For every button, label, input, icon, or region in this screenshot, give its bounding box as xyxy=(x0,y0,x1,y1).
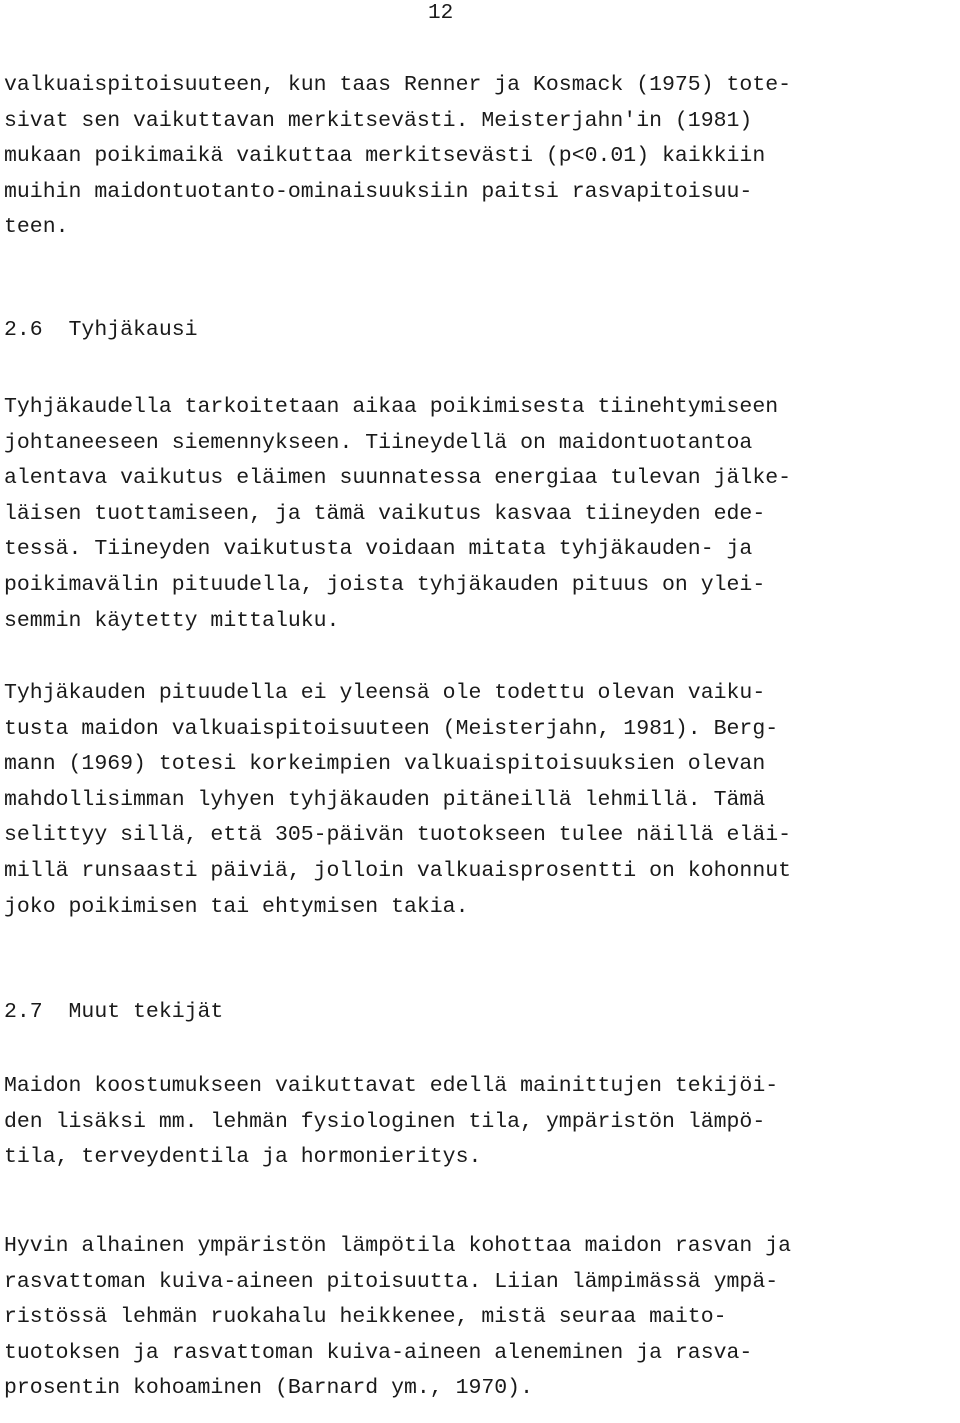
text-line: prosentin kohoaminen (Barnard ym., 1970). xyxy=(4,1376,533,1401)
text-line: ristössä lehmän ruokahalu heikkenee, mistä seuraa maito- xyxy=(4,1305,727,1330)
text-line: rasvattoman kuiva-aineen pitoisuutta. Liian lämpimässä ympä- xyxy=(4,1269,779,1294)
text-line: tila, terveydentila ja hormonieritys. xyxy=(4,1145,482,1170)
text-line: semmin käytetty mittaluku. xyxy=(4,608,340,633)
text-line: selittyy sillä, että 305-päivän tuotokseen tulee näillä eläi- xyxy=(4,823,792,848)
text-line: joko poikimisen tai ehtymisen takia. xyxy=(4,894,469,919)
text-line: Tyhjäkaudella tarkoitetaan aikaa poikimisesta tiinehtymiseen xyxy=(4,395,779,419)
text-line: tessä. Tiineyden vaikutusta voidaan mitata tyhjäkauden- ja xyxy=(4,537,753,562)
text-line: läisen tuottamiseen, ja tämä vaikutus kasvaa tiineyden ede- xyxy=(4,501,766,526)
text-line: millä runsaasti päiviä, jolloin valkuaisprosentti on kohonnut xyxy=(4,858,792,883)
text-line: mann (1969) totesi korkeimpien valkuaispitoisuuksien olevan xyxy=(4,752,766,777)
text-line: johtaneeseen siemennykseen. Tiineydellä on maidontuotantoa xyxy=(4,430,753,455)
page-number: 12 xyxy=(428,2,454,25)
text-line: Maidon koostumukseen vaikuttavat edellä mainittujen tekijöi- xyxy=(4,1074,779,1098)
text-line: den lisäksi mm. lehmän fysiologinen tila, ympäristön lämpö- xyxy=(4,1109,766,1134)
text-line: mahdollisimman lyhyen tyhjäkauden pitäneillä lehmillä. Tämä xyxy=(4,787,766,812)
text-line: mukaan poikimaikä vaikuttaa merkitsevästi (p<0.01) kaikkiin xyxy=(4,144,766,169)
text-line: muihin maidontuotanto-ominaisuuksiin paitsi rasvapitoisuu- xyxy=(4,179,753,204)
text-line: tuotoksen ja rasvattoman kuiva-aineen aleneminen ja rasva- xyxy=(4,1340,753,1365)
paragraph-tyhjakausi-definition xyxy=(4,390,944,639)
paragraph-muut-tekijat xyxy=(4,1069,944,1176)
paragraph-tyhjakausi-effect xyxy=(4,676,944,925)
section-heading-2-6: 2.6 Tyhjäkausi xyxy=(4,318,198,342)
paragraph-intro xyxy=(4,68,944,246)
text-line: sivat sen vaikuttavan merkitsevästi. Meisterjahn'in (1981) xyxy=(4,108,753,133)
text-line: valkuaispitoisuuteen, kun taas Renner ja Kosmack (1975) tote- xyxy=(4,73,792,97)
section-heading-2-7: 2.7 Muut tekijät xyxy=(4,1000,224,1024)
text-line: Hyvin alhainen ympäristön lämpötila kohottaa maidon rasvan ja xyxy=(4,1234,792,1258)
text-line: tusta maidon valkuaispitoisuuteen (Meisterjahn, 1981). Berg- xyxy=(4,716,779,741)
text-line: teen. xyxy=(4,215,69,240)
paragraph-lampotila xyxy=(4,1229,944,1407)
text-line: Tyhjäkauden pituudella ei yleensä ole todettu olevan vaiku- xyxy=(4,681,766,705)
text-line: alentava vaikutus eläimen suunnatessa energiaa tulevan jälke- xyxy=(4,466,792,491)
text-line: poikimavälin pituudella, joista tyhjäkauden pituus on ylei- xyxy=(4,572,766,597)
